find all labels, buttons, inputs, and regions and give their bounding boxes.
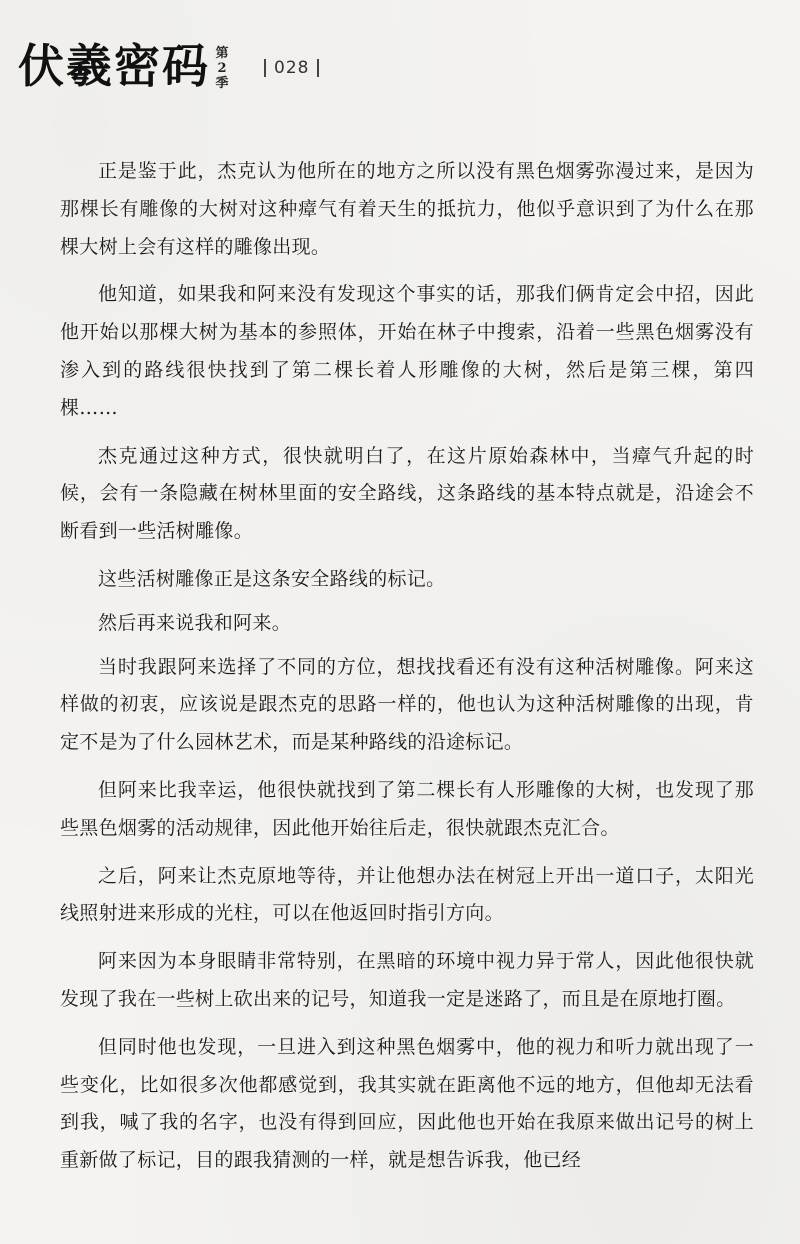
divider: [264, 59, 266, 77]
paragraph: 阿来因为本身眼睛非常特别，在黑暗的环境中视力异于常人，因此他很快就发现了我在一些树上砍出来的记号，知道我一定是迷路了，而且是在原地打圈。: [60, 950, 754, 1010]
paragraph: 之后，阿来让杰克原地等待，并让他想办法在树冠上开出一道口子，太阳光线照射进来形成的光柱，可以在他返回时指引方向。: [60, 864, 754, 925]
season-char-3: 季: [215, 75, 229, 91]
body-text: [60, 153, 754, 1180]
book-title: 伏羲密码: [18, 39, 210, 93]
paragraph: 当时我跟阿来选择了不同的方位，想找找看还有没有这种活树雕像。阿来这样做的初衷，应该说是跟杰克的思路一样的，他也认为这种活树雕像的出现，肯定不是为了什么园林艺术，而是某种路线的沿途标记。: [60, 655, 754, 754]
paragraph: 正是鉴于此，杰克认为他所在的地方之所以没有黑色烟雾弥漫过来，是因为那棵长有雕像的大树对这种瘴气有着天生的抵抗力，他似乎意识到了为什么在那棵大树上会有这样的雕像出现。: [60, 160, 754, 258]
season-char-1: 第: [215, 45, 229, 61]
season-char-2: 2: [217, 60, 227, 76]
paragraph: 他知道，如果我和阿来没有发现这个事实的话，那我们俩肯定会中招，因此他开始以那棵大树为基本的参照体，开始在林子中搜索，沿着一些黑色烟雾没有渗入到的路线很快找到了第二棵长着人形雕像的大树，然后是第三棵，第四棵……: [60, 283, 754, 419]
paragraph: 但阿来比我幸运，他很快就找到了第二棵长有人形雕像的大树，也发现了那些黑色烟雾的活动规律，因此他开始往后走，很快就跟杰克汇合。: [60, 778, 754, 839]
divider: [317, 59, 319, 77]
page-number-value: 028: [274, 58, 310, 78]
season-label: [214, 46, 230, 91]
paragraph: 然后再来说我和阿来。: [98, 611, 292, 634]
page-header: [18, 34, 327, 98]
paragraph: 但同时他也发现，一旦进入到这种黑色烟雾中，他的视力和听力就出现了一些变化，比如很多次他都感觉到，我其实就在距离他不远的地方，但他却无法看到我，喊了我的名字，也没有得到回应，因此他也开始在我原来做出记号的树上重新做了标记，目的跟我猜测的一样，就是想告诉我，他已经: [60, 1035, 754, 1172]
page-number: [256, 58, 327, 78]
paragraph: 这些活树雕像正是这条安全路线的标记。: [98, 567, 446, 590]
paragraph: 杰克通过这种方式，很快就明白了，在这片原始森林中，当瘴气升起的时候，会有一条隐藏在树林里面的安全路线，这条路线的基本特点就是，沿途会不断看到一些活树雕像。: [60, 444, 754, 543]
